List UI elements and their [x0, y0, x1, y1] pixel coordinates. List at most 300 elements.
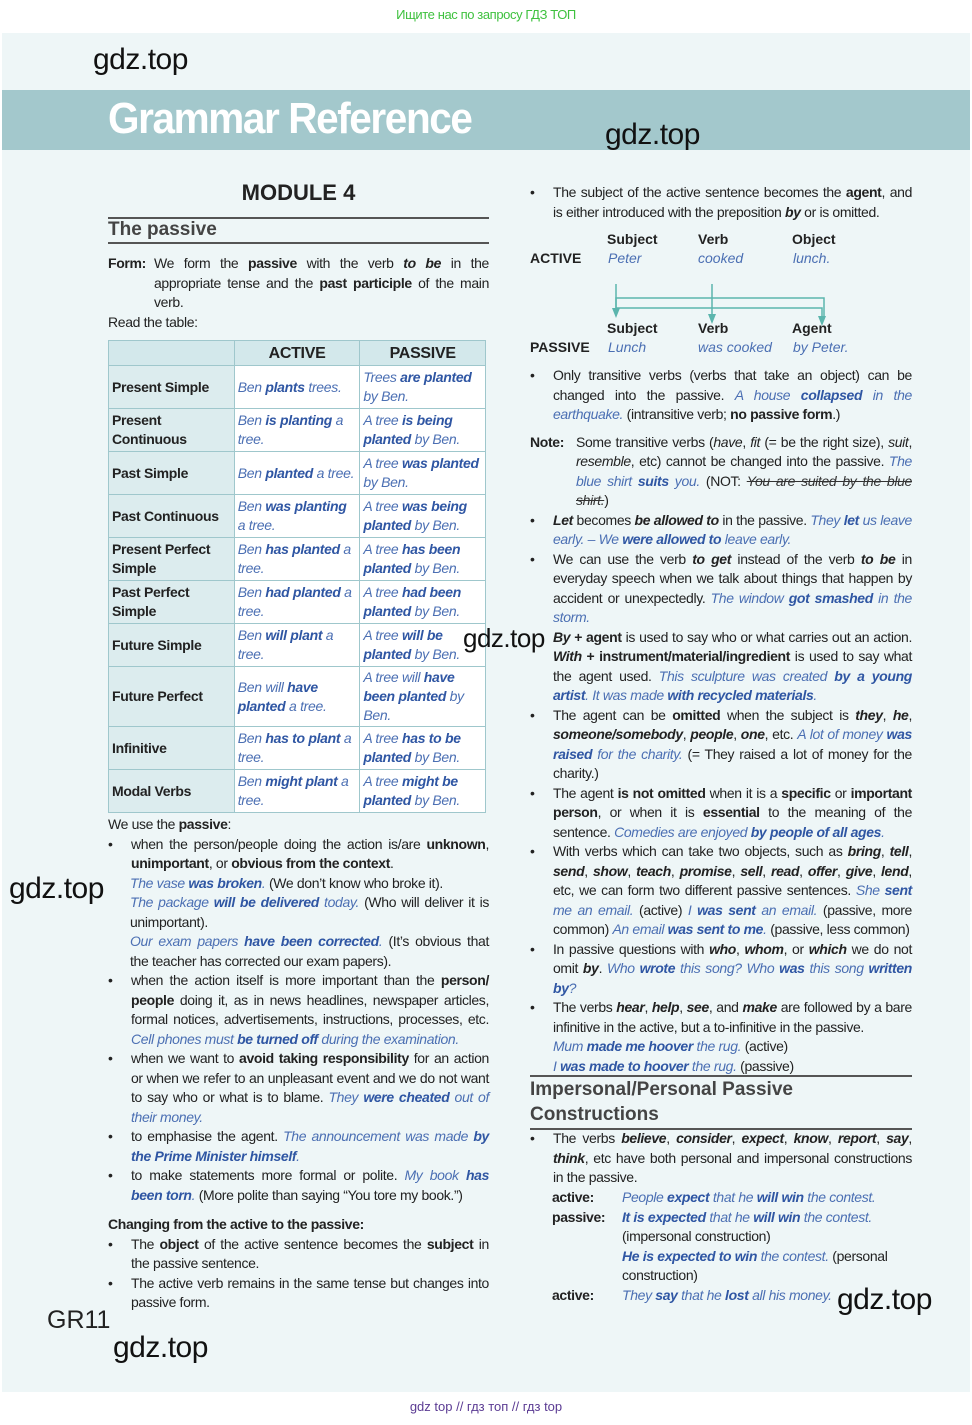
paragraph	[108, 893, 489, 932]
text-run: someone/somebody	[553, 726, 683, 742]
tense-name: Past Perfect Simple	[109, 581, 235, 624]
tense-name: Present Perfect Simple	[109, 538, 235, 581]
example-text: .	[261, 874, 266, 891]
watermark: gdz.top	[93, 43, 188, 76]
example-text: Ben will	[237, 678, 288, 695]
passive-example	[360, 495, 486, 538]
text-run: one	[740, 726, 765, 742]
text-run: ,	[882, 706, 893, 723]
note-label: Form:	[108, 255, 146, 271]
bullet-item	[530, 940, 912, 999]
text-run: promise	[679, 862, 732, 879]
tense-name: Past Continuous	[109, 495, 235, 538]
example-text: a tree.	[237, 517, 276, 533]
example-text: lost	[725, 1286, 749, 1303]
text-run: resemble	[576, 453, 631, 469]
bullet-icon: •	[530, 784, 535, 801]
text-run: or	[830, 784, 851, 801]
text-run: which	[808, 940, 847, 957]
text-run: to the meaning of the sentence.	[553, 804, 913, 840]
text-run: expect	[741, 1130, 784, 1146]
bullet-icon: •	[530, 511, 535, 528]
passive-example	[360, 452, 486, 495]
example-text: was planting	[265, 498, 347, 514]
text-run: The verbs	[553, 999, 617, 1015]
example-text: has been planted	[363, 541, 461, 576]
example-text: for the charity.	[592, 745, 683, 762]
text-run: , or	[783, 940, 809, 957]
example-text: out of their money.	[131, 1089, 490, 1125]
example-text: trees.	[304, 378, 342, 395]
example-text: is being planted	[363, 412, 453, 447]
example-text: Ben	[237, 412, 266, 428]
text-run: With	[553, 648, 582, 664]
text-run: Read the table:	[108, 313, 198, 330]
example-text: was broken	[188, 874, 262, 891]
example-text: .	[881, 823, 885, 840]
active-head-subject: Subject	[607, 231, 658, 247]
text-run: to be	[403, 255, 442, 271]
text-run: , or when it is	[597, 804, 703, 820]
tense-name: Past Simple	[109, 452, 235, 495]
text-run: in the passive sentence.	[131, 1235, 489, 1271]
example-text: Ben	[237, 378, 266, 395]
page-number: GR11	[47, 1306, 111, 1334]
bullet-icon: •	[530, 550, 535, 567]
example-text: ?	[568, 979, 577, 996]
bullet-item	[108, 971, 489, 1049]
text-run: ,	[731, 1130, 742, 1146]
bullet-icon: •	[530, 843, 535, 859]
example-text: in the earthquake.	[553, 386, 912, 422]
example-text: by Ben.	[363, 474, 409, 490]
text-run: to emphasise the agent.	[131, 1128, 284, 1144]
example-row	[530, 1208, 912, 1247]
active-label: ACTIVE	[530, 250, 582, 266]
example-text: was	[779, 960, 805, 976]
example-text: by Ben.	[411, 431, 460, 447]
example-text: My book	[404, 1167, 466, 1183]
example-text: This sculpture was created	[658, 667, 835, 684]
text-run: We use the	[108, 816, 179, 832]
text-run: he	[892, 706, 909, 723]
text-run: (passive, less common)	[766, 921, 910, 937]
example-text: .	[191, 1186, 196, 1203]
column-header	[109, 341, 235, 366]
text-run: with the verb	[296, 255, 404, 271]
text-run: .)	[832, 406, 841, 422]
example-text: a tree.	[237, 730, 352, 765]
text-run: help	[651, 999, 680, 1015]
text-run: Changing from the active to the passive:	[108, 1216, 364, 1232]
bullet-item	[108, 1166, 489, 1205]
bullet-item	[108, 1049, 489, 1127]
bullet-item	[530, 706, 912, 784]
text-run: Only transitive verbs (verbs that take an object) can be changed into the passive.	[553, 367, 912, 403]
text-run: of the active sentence becomes the	[198, 1235, 427, 1252]
text-run: ,	[679, 999, 687, 1015]
example-text: were cheated	[363, 1089, 450, 1105]
text-run: (passive, more common)	[553, 901, 912, 937]
bullet-icon: •	[108, 835, 113, 852]
example-text: say	[655, 1286, 678, 1303]
example-text: let	[843, 511, 859, 528]
example-text: with recycled materials	[667, 687, 814, 703]
example-text: has to plant	[265, 730, 341, 746]
text-run: ,	[485, 835, 489, 852]
example-text: wrote	[639, 960, 676, 976]
example-text: might be planted	[363, 773, 458, 808]
text-run: + instrument/material/ingredient	[581, 648, 791, 664]
example-text: today.	[318, 894, 360, 910]
example-text: by Ben.	[411, 517, 460, 533]
example-text: expect	[667, 1189, 710, 1205]
right-intro	[530, 183, 912, 222]
text-run: .	[390, 855, 394, 871]
example-text: An email	[612, 921, 668, 937]
text-run: (= be the right size),	[760, 433, 889, 450]
text-run: ,	[670, 862, 680, 879]
example-text: A tree	[363, 773, 402, 789]
example-text: The package	[130, 894, 214, 910]
watermark: gdz.top	[837, 1283, 932, 1316]
example-text: Ben	[237, 464, 266, 481]
example-text: A tree	[363, 412, 402, 428]
passive-example	[360, 770, 486, 813]
text-run: The	[131, 1235, 160, 1252]
text-run: when the subject is	[720, 706, 856, 723]
text-run: (intransitive verb;	[623, 406, 731, 422]
active-example	[234, 667, 360, 727]
example-text: The vase	[130, 874, 189, 891]
example-text: Ben	[237, 498, 266, 514]
text-run: becomes	[572, 511, 635, 528]
text-run: , or	[208, 855, 232, 871]
passive-val-subject: Lunch	[608, 339, 647, 355]
example-text: by people of all ages	[750, 823, 882, 840]
example-text: an email.	[755, 901, 818, 918]
bullet-item	[108, 1274, 489, 1313]
tense-name: Future Simple	[109, 624, 235, 667]
text-run: ,	[783, 1130, 794, 1146]
table-row	[109, 667, 486, 727]
example-text: The blue shirt	[576, 453, 912, 489]
example-text: planted	[265, 464, 314, 481]
text-run: of the main verb.	[154, 274, 490, 310]
paragraph	[530, 1057, 912, 1077]
text-run: consider	[676, 1130, 732, 1146]
example-text: this song	[804, 960, 869, 976]
text-run: past participle	[319, 274, 412, 291]
example-text: A tree	[363, 455, 402, 471]
example-text: The window	[710, 589, 789, 606]
example-text: They	[622, 1286, 656, 1303]
example-text: sent	[884, 882, 912, 898]
bullet-item	[530, 550, 912, 628]
example-text: Ben	[237, 541, 266, 557]
text-run: avoid taking responsibility	[239, 1050, 409, 1066]
text-run: agent	[845, 184, 882, 200]
text-run: to get	[692, 550, 732, 567]
text-run: ,	[908, 706, 912, 723]
example-text: was made to hoover	[560, 1057, 689, 1074]
passive-example	[360, 366, 486, 409]
table-row	[109, 452, 486, 495]
example-text: written by	[553, 960, 912, 996]
text-run: The agent can be	[553, 706, 673, 723]
text-run: We can use the verb	[553, 550, 693, 567]
arrow-subject-to-agent	[616, 284, 822, 318]
text-run: (personal construction)	[622, 1247, 888, 1283]
bullet-icon: •	[530, 706, 535, 723]
example-text: A tree will	[363, 669, 424, 685]
text-run: for an action or when we refer to an unpleasant event and we do not want to say who or what is to blame.	[131, 1050, 489, 1105]
text-run: whom	[744, 940, 784, 957]
example-text: A tree	[363, 627, 402, 643]
text-run: , and	[708, 999, 743, 1015]
paragraph	[108, 874, 489, 894]
text-run: when the person/people doing the action is/are	[131, 835, 427, 852]
text-run: The active verb remains in the same tense but changes into passive form.	[131, 1274, 489, 1310]
active-example	[234, 366, 360, 409]
active-example	[234, 538, 360, 581]
text-run: object	[159, 1235, 199, 1252]
text-run: people	[690, 726, 734, 742]
active-head-object: Object	[792, 231, 836, 247]
paragraph	[530, 1037, 912, 1057]
table-row	[109, 409, 486, 452]
example-text: were allowed to	[622, 531, 722, 547]
text-run: are followed by a bare infinitive in the active, but a to-infinitive in the passive.	[553, 999, 912, 1035]
example-text: be turned off	[237, 1030, 318, 1047]
text-run: essential	[702, 804, 760, 820]
example-text: It is expected	[622, 1208, 706, 1225]
text-run: With verbs which can take two objects, such as	[553, 843, 848, 859]
search-hint: Ищите нас по запросу ГДЗ ТОП	[396, 7, 576, 22]
table-row	[109, 366, 486, 409]
watermark: gdz.top	[113, 1331, 208, 1364]
text-run: show	[592, 862, 628, 879]
section2-title: Impersonal/Personal Passive Constructions	[530, 1075, 912, 1130]
example-text: the rug.	[692, 1038, 742, 1054]
paragraph	[108, 932, 489, 971]
text-run: (NOT:	[699, 472, 747, 489]
footer-links[interactable]: gdz top // гдз топ // гдз top	[409, 1399, 563, 1414]
example-text: by Ben.	[411, 792, 460, 808]
right-bottom	[530, 1129, 912, 1188]
example-text: was planted	[401, 455, 479, 471]
arrow-object-to-subject	[616, 298, 824, 316]
active-passive-diagram	[530, 228, 912, 360]
text-run: person/ people	[131, 972, 489, 1008]
example-text: .	[813, 687, 817, 703]
text-run: , etc) cannot be changed into the passive.	[630, 453, 889, 469]
text-run: who	[709, 940, 737, 957]
example-text: have been corrected	[244, 933, 379, 949]
text-run: The verbs	[553, 1130, 622, 1146]
example-text: is planting	[265, 412, 333, 428]
example-text: during the examination.	[317, 1030, 459, 1047]
example-text: A tree	[363, 584, 402, 600]
tense-name: Present Continuous	[109, 409, 235, 452]
bullet-icon: •	[108, 972, 113, 988]
example-text: a tree.	[237, 412, 344, 447]
text-run: suit	[888, 433, 909, 450]
text-run: is not omitted	[617, 784, 706, 801]
example-text: by a young artist	[553, 667, 912, 703]
passive-val-verb: was cooked	[698, 339, 772, 355]
example-text: you.	[668, 472, 700, 489]
text-run: , etc.	[764, 726, 798, 742]
text-run: to make statements more formal or polite.	[131, 1167, 405, 1183]
example-text: by Ben.	[363, 388, 409, 404]
example-text: a tree.	[285, 697, 327, 714]
bullet-icon: •	[108, 1128, 113, 1144]
bullet-icon: •	[530, 940, 535, 957]
text-run: instead of the verb	[731, 550, 861, 567]
active-example	[234, 581, 360, 624]
passive-head-agent: Agent	[792, 320, 832, 336]
example-text: will win	[753, 1208, 801, 1225]
example-text: She	[855, 882, 885, 898]
active-example	[234, 770, 360, 813]
column-header: ACTIVE	[234, 341, 360, 366]
example-text: Our exam papers	[130, 933, 245, 949]
example-text: A tree	[363, 730, 402, 746]
example-text: by Ben.	[411, 603, 460, 619]
passive-head-verb: Verb	[698, 320, 729, 336]
example-text: me an email.	[553, 901, 634, 918]
subheading	[108, 1215, 489, 1235]
example-text: He is expected to win	[622, 1247, 758, 1264]
bullet-item	[530, 784, 912, 843]
active-head-verb: Verb	[698, 231, 729, 247]
example-row	[530, 1188, 912, 1208]
text-run: make	[742, 999, 777, 1015]
bullet-icon: •	[530, 999, 535, 1015]
text-run: ,	[682, 726, 691, 742]
text-run: (More polite than saying “You tore my book.”)	[195, 1186, 463, 1203]
example-text: Mum	[553, 1038, 587, 1054]
passive-val-agent: by Peter.	[793, 339, 849, 355]
text-run: We form the	[154, 255, 248, 271]
bullet-item	[530, 1129, 912, 1188]
text-run: read	[770, 862, 800, 879]
text-run: ,	[872, 862, 882, 879]
text-run: .	[598, 960, 607, 976]
text-run: say	[886, 1130, 909, 1146]
note-paragraph	[108, 254, 489, 313]
text-run: ,	[799, 862, 808, 879]
passive-example	[360, 409, 486, 452]
text-run: tell	[889, 843, 909, 859]
table-header	[109, 341, 486, 366]
text-run: (Who will deliver it is unimportant).	[130, 894, 489, 930]
text-run: ,	[908, 1130, 912, 1146]
example-text: might plant	[265, 773, 338, 789]
bullet-icon: •	[108, 1167, 113, 1183]
example-text: Comedies are enjoyed	[614, 823, 751, 840]
text-run: ,	[731, 862, 741, 879]
bullet-icon: •	[530, 184, 535, 200]
active-example	[234, 409, 360, 452]
example-text: by Ben.	[411, 560, 460, 576]
text-run: (impersonal construction)	[622, 1228, 771, 1244]
tense-name: Infinitive	[109, 727, 235, 770]
text-run: know	[793, 1130, 829, 1146]
text-run: important person	[553, 784, 912, 820]
example-text: the contest.	[803, 1189, 876, 1205]
text-run: ,	[836, 862, 846, 879]
text-run: fit	[750, 433, 761, 450]
text-run: obvious from the context	[231, 855, 391, 871]
active-example	[234, 624, 360, 667]
tense-name: Modal Verbs	[109, 770, 235, 813]
bullet-icon: •	[530, 367, 535, 383]
example-text: a tree.	[237, 773, 349, 808]
text-run: ,	[876, 1130, 887, 1146]
text-run: sell	[740, 862, 763, 879]
text-run: send	[553, 862, 585, 879]
example-text: has planted	[265, 541, 340, 557]
text-run: In passive questions with	[553, 940, 710, 957]
text-run: (active)	[633, 901, 688, 918]
example-text: Ben	[237, 627, 266, 643]
text-run: (We don’t know who broke it).	[265, 874, 443, 891]
text-run: or is omitted.	[800, 203, 880, 220]
example-text: Who	[606, 960, 640, 976]
text-run: no passive form	[730, 406, 833, 422]
table-row	[109, 770, 486, 813]
text-run: bring	[847, 843, 881, 859]
example-text: They	[328, 1089, 364, 1105]
example-text: . It was made	[585, 687, 668, 703]
note-paragraph	[530, 433, 912, 511]
example-text: Trees	[363, 369, 401, 385]
module-title: MODULE 4	[241, 180, 356, 205]
example-text: a tree.	[237, 627, 334, 662]
bullet-item	[108, 1235, 489, 1274]
text-run: believe	[621, 1130, 667, 1146]
example-text: by Ben.	[411, 646, 460, 662]
example-text: all his money.	[748, 1286, 832, 1303]
table-row	[109, 538, 486, 581]
left-intro	[108, 246, 489, 332]
example-text: A house	[734, 386, 801, 403]
table-row	[109, 624, 486, 667]
text-run: in the appropriate tense and the	[154, 255, 489, 291]
example-text: collapsed	[800, 386, 863, 403]
tense-table	[108, 340, 486, 813]
bullet-icon: •	[108, 1235, 113, 1252]
text-run: ,	[908, 433, 912, 450]
example-label: active:	[552, 1286, 594, 1303]
example-text: a tree.	[237, 584, 352, 619]
example-text: will plant	[265, 627, 323, 643]
text-run: by	[582, 960, 599, 976]
text-run: lend	[881, 862, 909, 879]
text-run: + agent	[570, 628, 622, 645]
right-body	[530, 366, 912, 1076]
text-run: see	[686, 999, 709, 1015]
text-run: ,	[762, 862, 771, 879]
example-text: The announcement was made	[283, 1128, 474, 1144]
bullet-item	[530, 511, 912, 550]
paragraph	[108, 313, 489, 333]
text-run: ,	[644, 999, 652, 1015]
example-text: was being planted	[363, 498, 467, 533]
text-run: passive	[178, 816, 228, 832]
